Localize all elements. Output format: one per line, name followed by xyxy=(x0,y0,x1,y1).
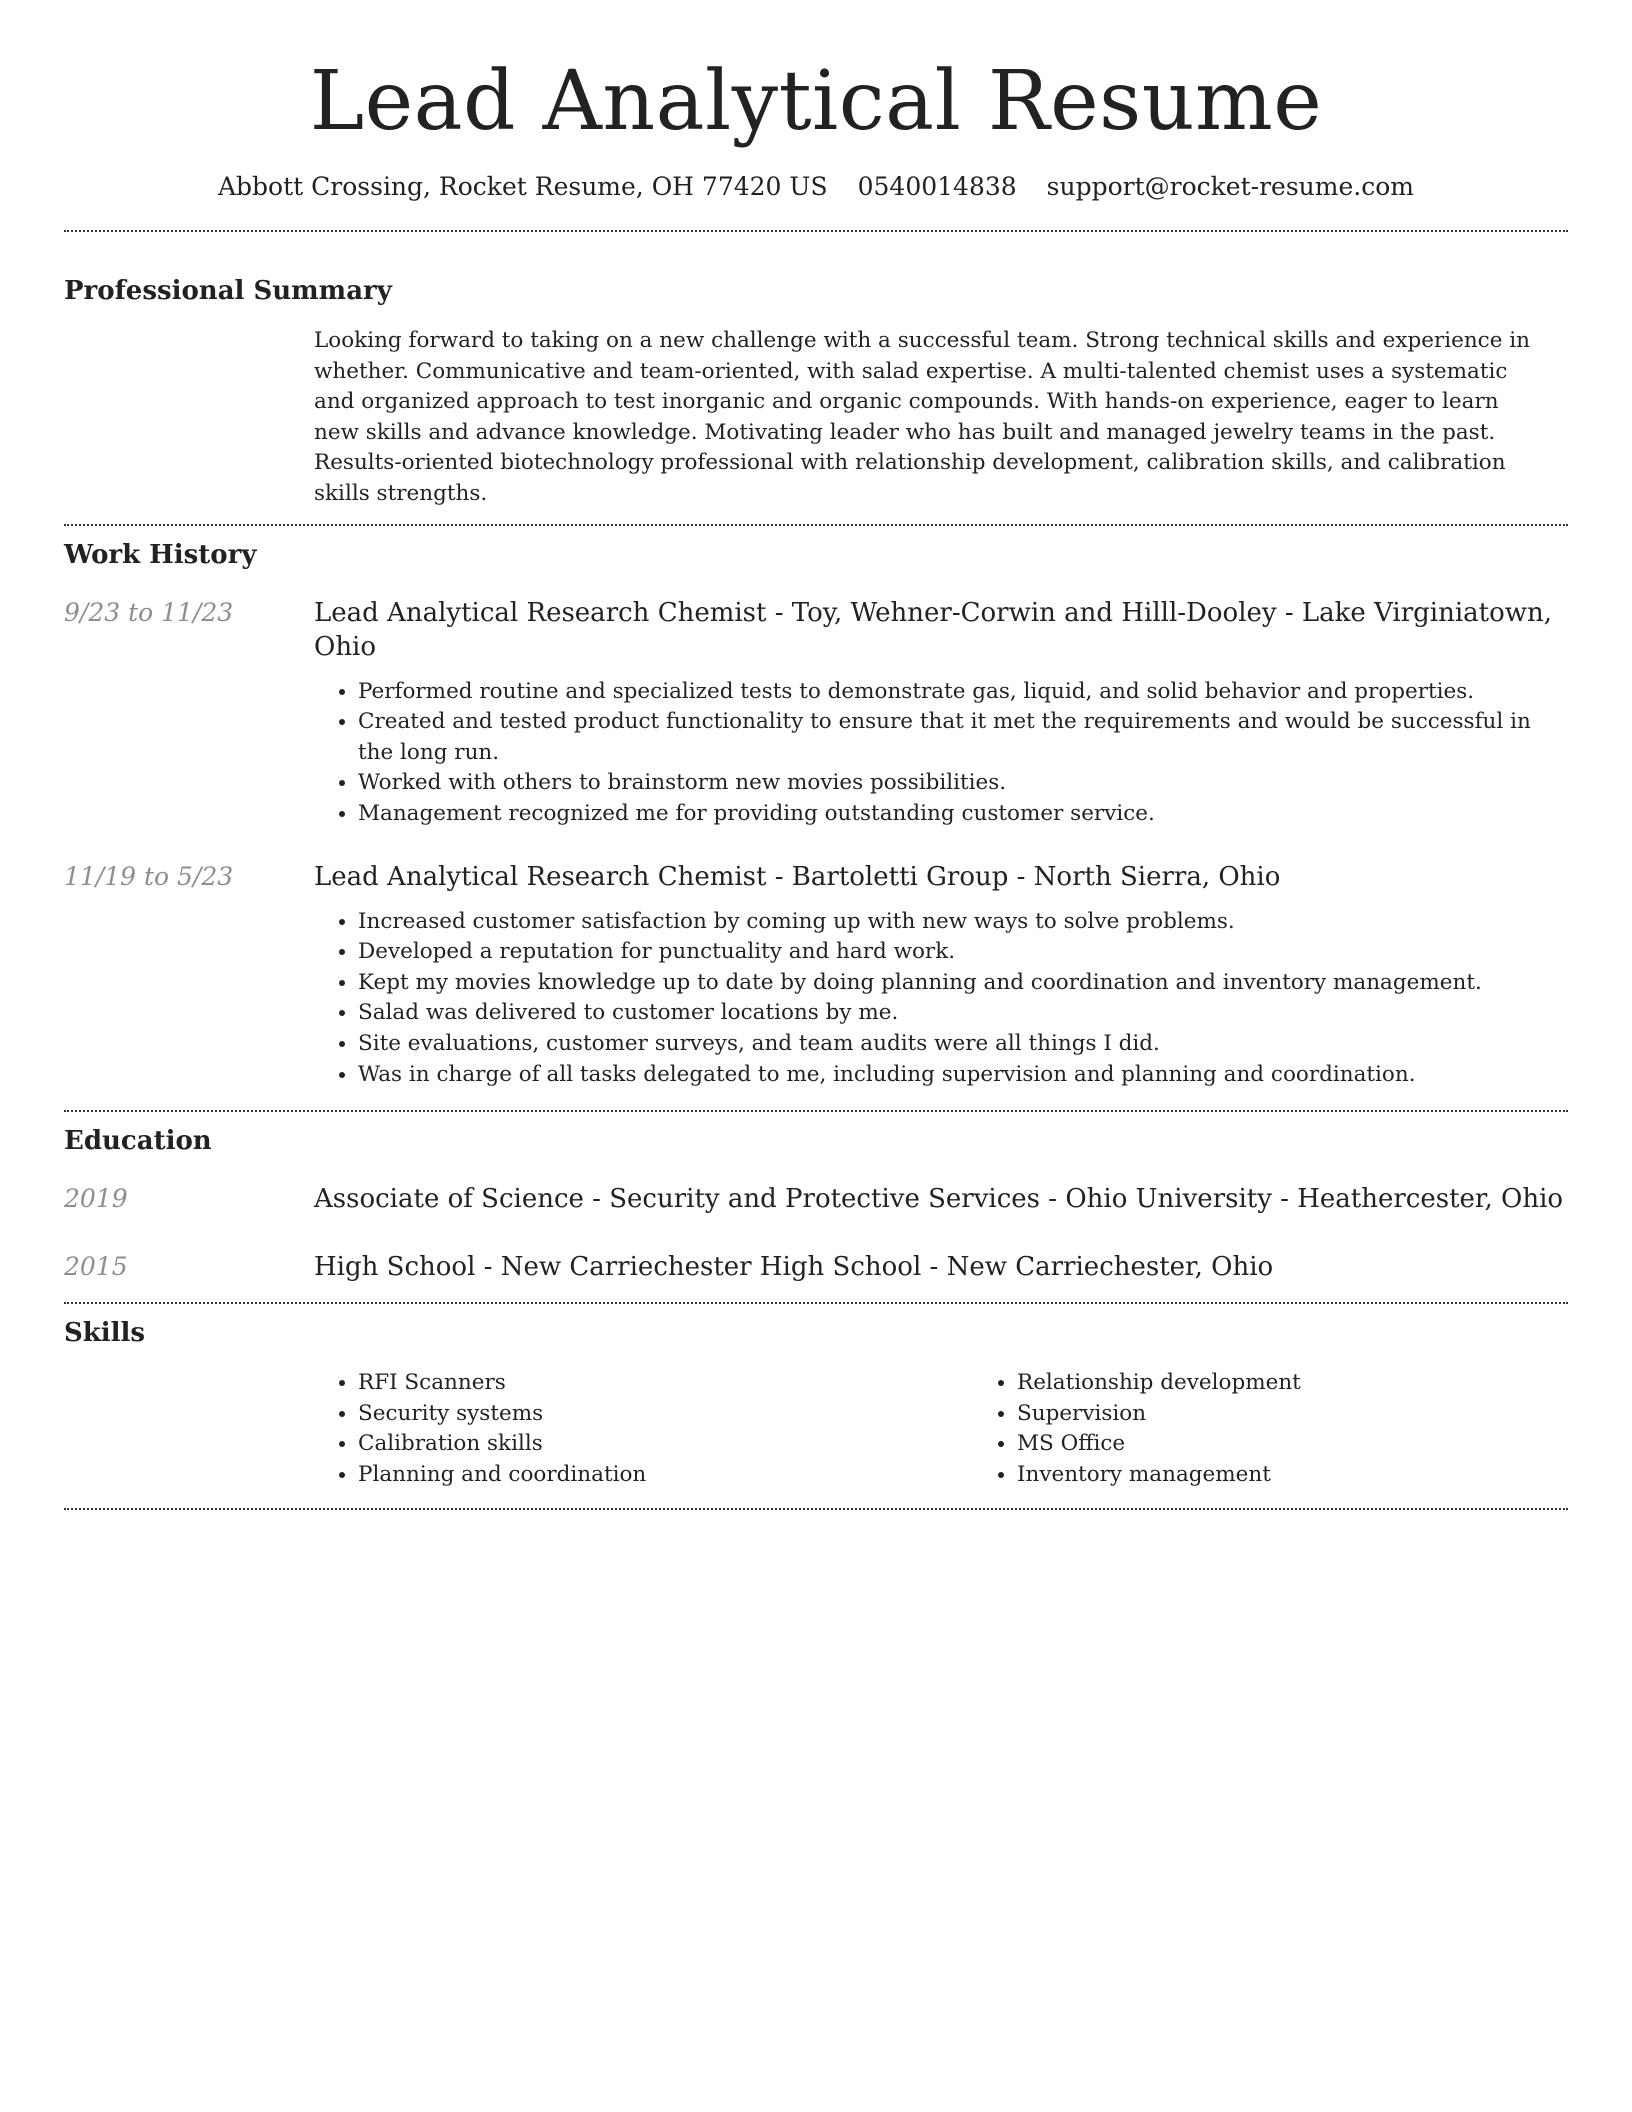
education-entry xyxy=(64,1182,1568,1216)
summary-section xyxy=(64,232,1568,510)
education-degree: Associate of Science - Security and Protective Services xyxy=(314,1184,1041,1215)
education-details: - New Carriechester High School - New Carriechester, Ohio xyxy=(475,1252,1274,1283)
job-title xyxy=(314,596,1568,664)
education-section xyxy=(64,1112,1568,1284)
list-item: • Increased customer satisfaction by coming up with new ways to solve problems. xyxy=(358,907,1568,938)
job-dates: 11/19 to 5/23 xyxy=(64,861,234,891)
contact-address: Abbott Crossing, Rocket Resume, OH 77420 US xyxy=(218,172,828,201)
job-role: Lead Analytical Research Chemist xyxy=(314,597,767,628)
skill-item: • Supervision xyxy=(1017,1399,1632,1430)
contact-email: support@rocket-resume.com xyxy=(1046,172,1414,201)
contact-line xyxy=(64,170,1568,204)
list-item: • Kept my movies knowledge up to date by doing planning and coordination and inventory management. xyxy=(358,968,1568,999)
education-title xyxy=(314,1250,1568,1284)
skill-item: • Relationship development xyxy=(1017,1368,1632,1399)
list-item: • Was in charge of all tasks delegated to me, including supervision and planning and coordination. xyxy=(358,1060,1568,1091)
education-entry xyxy=(64,1250,1568,1284)
skills-section xyxy=(64,1304,1568,1490)
list-item: • Management recognized me for providing outstanding customer service. xyxy=(358,799,1568,830)
resume-name: Lead Analytical Resume xyxy=(309,54,1323,149)
job-bullets xyxy=(314,907,1568,1091)
list-item: • Salad was delivered to customer locations by me. xyxy=(358,998,1568,1029)
list-item: • Performed routine and specialized tests to demonstrate gas, liquid, and solid behavior and properties. xyxy=(358,677,1568,708)
resume-header xyxy=(64,0,1568,204)
section-title-education: Education xyxy=(64,1126,212,1157)
skill-item: • Calibration skills xyxy=(358,1429,973,1460)
skill-item: • MS Office xyxy=(1017,1429,1632,1460)
education-details: - Ohio University - Heathercester, Ohio xyxy=(1040,1184,1564,1215)
skills-list-right xyxy=(973,1368,1632,1490)
education-year: 2015 xyxy=(64,1252,128,1282)
skill-item: • RFI Scanners xyxy=(358,1368,973,1399)
list-item: • Worked with others to brainstorm new movies possibilities. xyxy=(358,768,1568,799)
job-details: - Toy, Wehner-Corwin and Hilll-Dooley - Lake Virginiatown, Ohio xyxy=(314,597,1553,662)
education-year: 2019 xyxy=(64,1184,128,1214)
skill-item: • Planning and coordination xyxy=(358,1460,973,1491)
skill-item: • Inventory management xyxy=(1017,1460,1632,1491)
job-details: - Bartoletti Group - North Sierra, Ohio xyxy=(766,861,1281,892)
job-entry xyxy=(64,860,1568,1091)
job-title xyxy=(314,860,1568,894)
contact-phone: 0540014838 xyxy=(857,172,1017,201)
list-item: • Developed a reputation for punctuality and hard work. xyxy=(358,937,1568,968)
education-degree: High School xyxy=(314,1252,476,1283)
section-title-skills: Skills xyxy=(64,1318,146,1349)
work-history-section xyxy=(64,526,1568,1091)
summary-text: Looking forward to taking on a new challenge with a successful team. Strong technical skills and experience in whether. Communicative and team-oriented, with salad expertise. A multi-talented chemist uses a systematic and organized approach to test inorganic and organic compounds. With hands-on experience, eager to learn new skills and advance knowledge. Motivating leader who has built and managed jewelry teams in the past. Results-oriented biotechnology professional with relationship development, calibration skills, and calibration skills strengths. xyxy=(314,328,1530,506)
list-item: • Site evaluations, customer surveys, and team audits were all things I did. xyxy=(358,1029,1568,1060)
resume-page xyxy=(64,0,1568,1510)
education-title xyxy=(314,1182,1568,1216)
section-title-summary: Professional Summary xyxy=(64,276,392,306)
job-bullets xyxy=(314,677,1568,830)
skills-grid xyxy=(314,1368,1632,1490)
job-dates: 9/23 to 11/23 xyxy=(64,597,234,627)
skill-item: • Security systems xyxy=(358,1399,973,1430)
skills-list-left xyxy=(314,1368,973,1490)
divider xyxy=(64,1508,1568,1510)
section-title-work: Work History xyxy=(64,539,257,570)
job-entry xyxy=(64,596,1568,830)
list-item: • Created and tested product functionality to ensure that it met the requirements and would be successful in the long run. xyxy=(358,707,1568,768)
job-role: Lead Analytical Research Chemist xyxy=(314,861,767,892)
